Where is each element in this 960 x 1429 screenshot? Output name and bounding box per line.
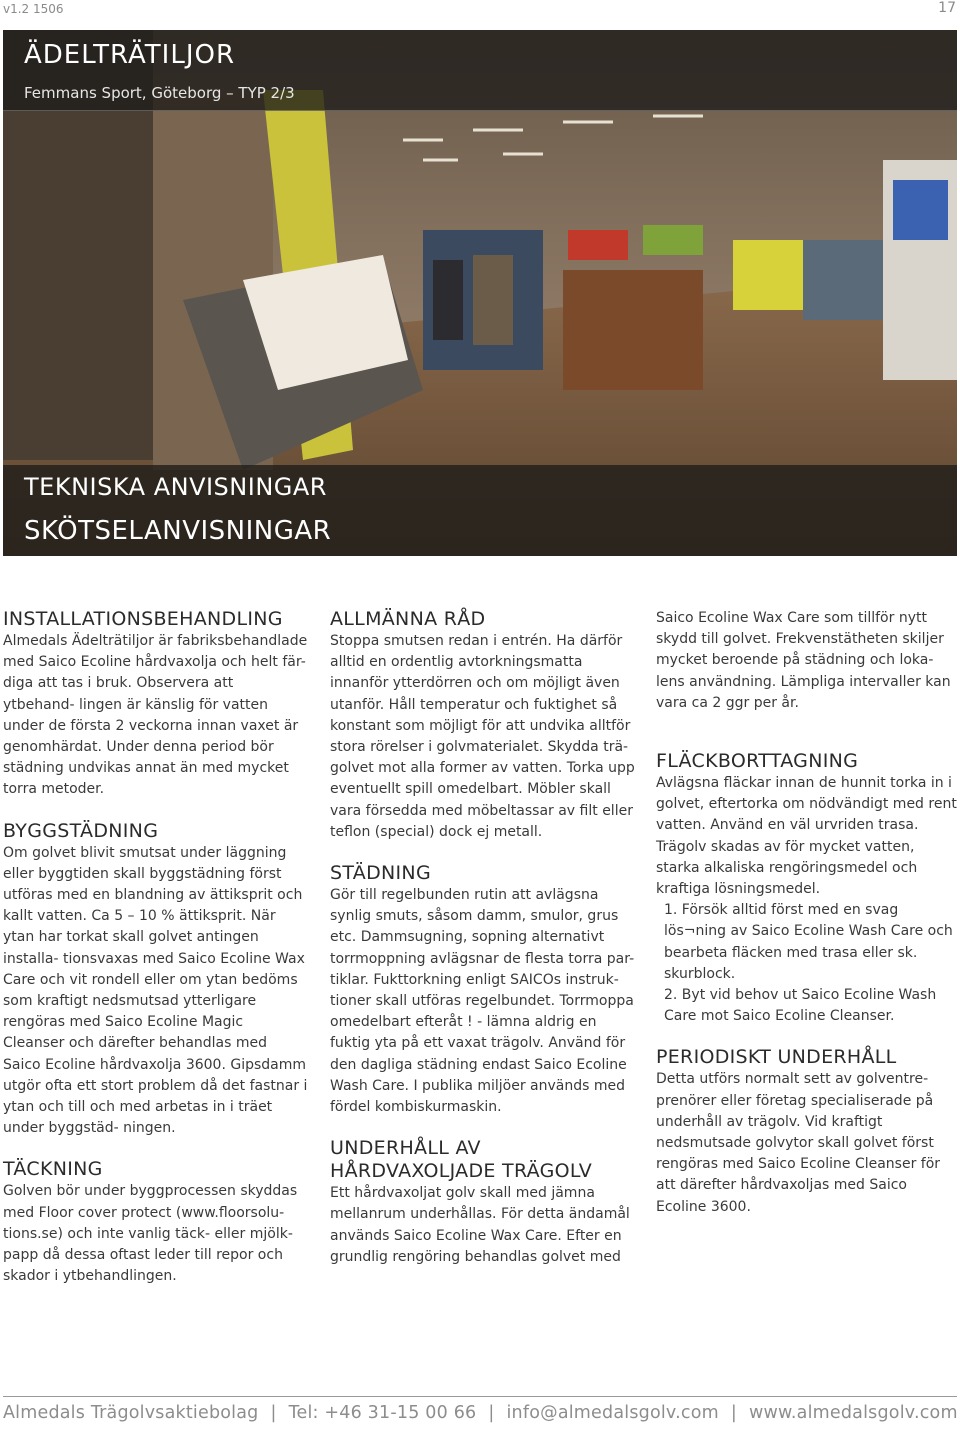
page-subtitle: Femmans Sport, Göteborg – TYP 2/3 (24, 84, 295, 102)
paragraph-stadning: Gör till regelbunden rutin att avlägsna synlig smuts, såsom damm, smulor, grus etc. Dammsugning, sopning alternativt torrmoppning avlägsnar de flesta torra par- tiklar. Fukttorkning enligt SAICOs instruk- tioner skall utföras regelbundet. Torrmoppa omedelbart efteråt ! - lämna aldrig en fuktig yta på ett vaxat trägolv. Använd för den dagliga städning endast Saico Ecoline Wash Care. I publika miljöer används med fördel kombiskurmaskin. (330, 887, 635, 1116)
paragraph-underhall-cont: Saico Ecoline Wax Care som tillför nytt skydd till golvet. Frekvenstätheten skiljer mycket beroende på städning och loka- lens användning. Lämpliga intervaller kan vara ca 2 ggr per år. (656, 610, 951, 711)
heading-periodiskt-underhall: PERIODISKT UNDERHÅLL (656, 1046, 897, 1069)
paragraph-flackborttagning: Avlägsna fläckar innan de hunnit torka in i golvet, eftertorka om nödvändigt med rent vatten. Använd en väl urvriden trasa. Trägolv skadas av för mycket vatten, starka alkaliska rengöringsmedel och kraftiga lösningsmedel. (656, 775, 957, 898)
page-header (3, 0, 956, 18)
footer-web-link[interactable]: www.almedalsgolv.com (748, 1403, 958, 1423)
column-2 (330, 608, 635, 1268)
heading-underhall: UNDERHÅLL AV HÅRDVAXOLJADE TRÄGOLV (330, 1137, 593, 1183)
version-label: v1.2 1506 (3, 2, 64, 16)
list-item-1: 1. Försök alltid först med en svag lös¬ning av Saico Ecoline Wash Care och bearbeta fläcken med trasa eller sk. skurblock. (664, 902, 953, 982)
heading-installationsbehandling: INSTALLATIONSBEHANDLING (3, 608, 283, 630)
section-title: SKÖTSELANVISNINGAR (24, 516, 332, 546)
section-label: TEKNISKA ANVISNINGAR (24, 473, 327, 501)
column-1 (3, 608, 308, 1287)
heading-tackning: TÄCKNING (3, 1158, 103, 1181)
page-footer (3, 1396, 957, 1423)
footer-email-link[interactable]: info@almedalsgolv.com (506, 1403, 719, 1423)
column-3 (656, 608, 960, 1218)
page-number: 17 (938, 0, 956, 16)
paragraph-periodiskt-underhall: Detta utförs normalt sett av golventre- prenörer eller företag specialiserade på underhåll av trägolv. Vid kraftigt nedsmutsade golvytor skall golvet först rengöras med Saico Ecoline Cleanser för att därefter hårdvaxoljas med Saico Ecoline 3600. (656, 1071, 941, 1215)
footer-company: Almedals Trägolvsaktiebolag (3, 1403, 259, 1423)
heading-stadning: STÄDNING (330, 862, 431, 885)
paragraph-tackning: Golven bör under byggprocessen skyddas med Floor cover protect (www.floorsolu- tions.se) och inte vanlig täck- eller mjölk- papp då dessa oftast leder till repor och skador i ytbehandlingen. (3, 1183, 298, 1285)
list-item-2: 2. Byt vid behov ut Saico Ecoline Wash Care mot Saico Ecoline Cleanser. (664, 987, 937, 1025)
heading-flackborttagning: FLÄCKBORTTAGNING (656, 750, 859, 773)
footer-separator: | (488, 1403, 495, 1423)
footer-separator: | (730, 1403, 737, 1423)
paragraph-underhall: Ett hårdvaxoljat golv skall med jämna mellanrum underhållas. För detta ändamål används Saico Ecoline Wax Care. Efter en grundlig rengöring behandlas golvet med (330, 1185, 630, 1265)
paragraph-allmanna-rad: Stoppa smutsen redan i entrén. Ha därför alltid en ordentlig avtorkningsmatta innanför ytterdörren och om möjligt även utanför. Håll temperatur och fuktighet så konstant som möjligt för att undvika alltför stora rörelser i golvmaterialet. Skydda trä- golvet mot alla former av vatten. Torka upp eventuellt spill omedelbart. Möbler skall vara försedda med möbeltassar av filt eller teflon (special) dock ej metall. (330, 633, 635, 840)
hero-image (3, 30, 957, 556)
paragraph-installationsbehandling: Almedals Ädelträtiljor är fabriksbehandlade med Saico Ecoline hårdvaxolja och helt fär- diga att tas i bruk. Observera att ytbehand- lingen är känslig för vatten under de första 2 veckorna innan vaxet är genomhärdat. Under denna period bör städning undvikas annat än med mycket torra metoder. (3, 633, 308, 798)
footer-separator: | (270, 1403, 277, 1423)
footer-phone: Tel: +46 31-15 00 66 (288, 1403, 477, 1423)
heading-byggstadning: BYGGSTÄDNING (3, 819, 159, 842)
heading-allmanna-rad: ALLMÄNNA RÅD (330, 608, 486, 630)
page-title: ÄDELTRÄTILJOR (24, 40, 236, 70)
paragraph-byggstadning: Om golvet blivit smutsat under läggning eller byggtiden skall byggstädning först utföras med en blandning av ättiksprit och kallt vatten. Ca 5 – 10 % ättiksprit. När ytan har torkat skall golvet antingen installa- tionsvaxas med Saico Ecoline Wax Care och vit rondell eller om ytan bedöms som kraftigt nedsmutsad ytterligare rengöras med Saico Ecoline Magic Cleanser och därefter behandlas med Saico Ecoline hårdvaxolja 3600. Gipsdamm utgör ofta ett stort problem då det fastnar i ytan och till och med arbetas in i träet under byggstäd- ningen. (3, 844, 308, 1137)
